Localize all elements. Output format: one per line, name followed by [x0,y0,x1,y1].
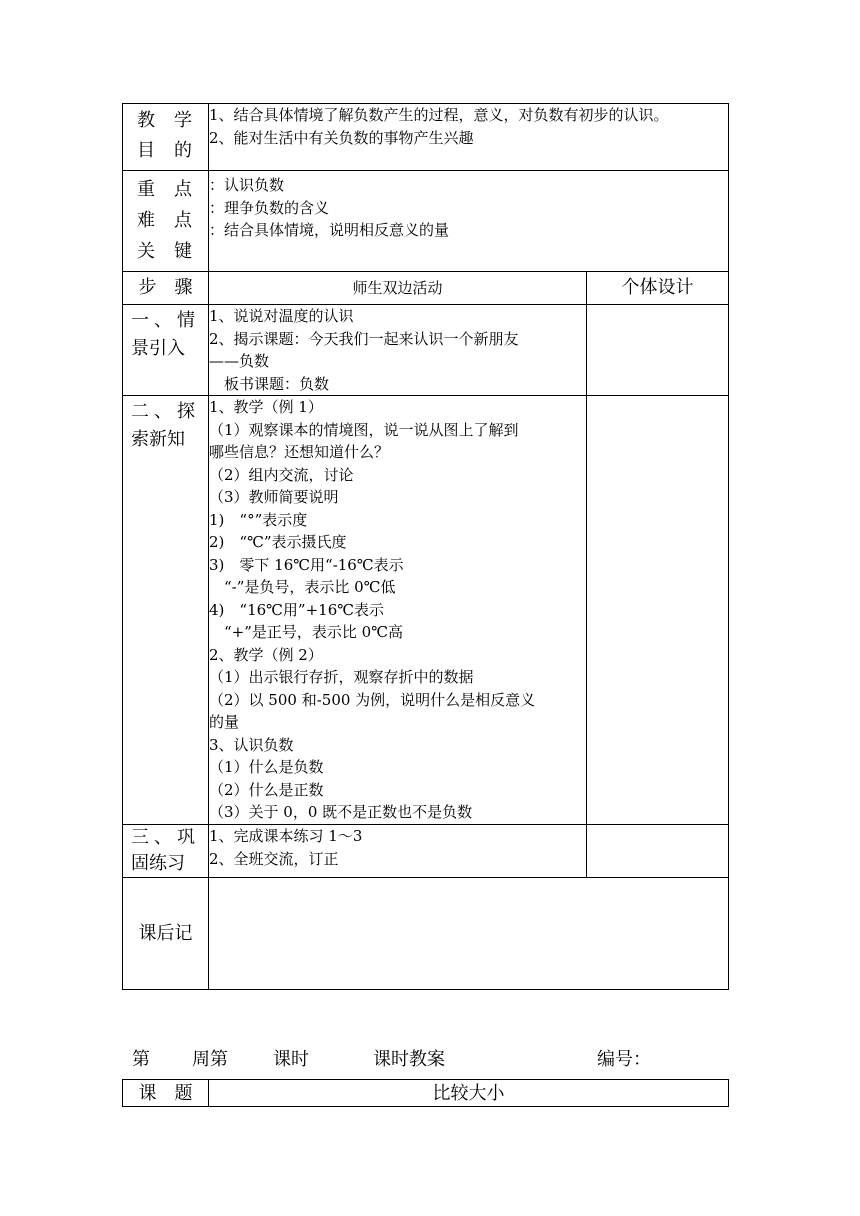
footer-plan: 课时教案 [373,1049,445,1070]
after-class-label-cell [123,878,209,990]
explore-line: 3、认识负数 [209,735,294,754]
design-header-text: 个体设计 [621,277,694,298]
goal-label-cell [123,104,209,171]
goal-line: 2、能对生活中有关负数的事物产生兴趣 [209,128,474,147]
explore-line: （3）关于 0，0 既不是正数也不是负数 [209,803,473,821]
section-label-line: 景引入 [131,338,185,359]
intro-line: ——负数 [209,352,270,370]
intro-line: 2、揭示课题：今天我们一起来认识一个新朋友 [209,329,519,348]
footer-di: 第 [132,1049,150,1070]
explore-line: （2）什么是正数 [209,780,324,799]
lesson-plan-table [122,103,729,990]
section-explore-content [209,396,587,825]
intro-line: 1、说说对温度的认识 [209,307,354,325]
section-label-line: 固练习 [131,853,185,874]
key-label-char: 难 [137,210,155,231]
key-label-char: 关 [137,241,155,262]
section-label-cell [123,396,209,825]
after-class-label: 课后记 [138,922,193,944]
goal-label-char: 学 [174,110,192,131]
topic-label: 课 题 [138,1082,193,1104]
key-line: ：理争负数的含义 [209,198,330,217]
explore-line: 4) “16℃用”+16℃表示 [209,600,385,619]
explore-line: 哪些信息？还想知道什么？ [209,443,390,461]
explore-line: 的量 [209,713,240,731]
next-lesson-table [122,1079,729,1107]
activity-header-text: 师生双边活动 [352,278,443,297]
topic-title-cell [209,1080,729,1107]
explore-line: （1）什么是负数 [209,758,324,776]
explore-line: （2）组内交流，讨论 [209,465,354,484]
explore-line: 2、教学（例 2） [209,645,323,664]
intro-line: 板书课题：负数 [209,374,330,393]
section-label-cell [123,825,209,878]
key-content [209,171,729,272]
explore-line: 3) 零下 16℃用“-16℃表示 [209,555,404,574]
explore-line: 1、教学（例 1） [209,398,323,416]
key-label-cell [123,171,209,272]
practice-design-cell [587,825,729,878]
section-label-line: 三、巩 [131,827,200,848]
footer-week: 周第 [192,1049,228,1070]
goal-label-char: 目 [137,140,155,161]
key-label-char: 重 [137,179,155,200]
design-header [587,272,729,305]
explore-line: （2）以 500 和-500 为例，说明什么是相反意义 [209,690,536,709]
explore-line: （1）观察课本的情境图，说一说从图上了解到 [209,420,519,439]
explore-line: （1）出示银行存折，观察存折中的数据 [209,668,474,686]
topic-label-cell [123,1080,209,1107]
explore-line: （3）教师简要说明 [209,488,339,506]
explore-line: 1) “°”表示度 [209,510,308,529]
goal-content [209,104,729,171]
key-line: ：认识负数 [209,176,285,194]
explore-line: “+”是正号，表示比 0℃高 [209,623,403,641]
after-class-notes [209,878,729,990]
section-label-line: 索新知 [131,429,185,450]
goal-label-char: 教 [137,110,155,131]
key-label-char: 键 [174,241,192,262]
topic-title: 比较大小 [432,1082,505,1104]
section-label-line: 一、情 [131,310,200,331]
key-label-char: 点 [174,179,192,200]
steps-header [123,272,209,305]
section-label-line: 二、探 [131,401,200,422]
goal-label-char: 的 [174,140,192,161]
explore-line: “-”是负号，表示比 0℃低 [209,578,396,596]
key-line: ：结合具体情境，说明相反意义的量 [209,221,450,239]
key-label-char: 点 [174,210,192,231]
goal-line: 1、结合具体情境了解负数产生的过程，意义，对负数有初步的认识。 [209,106,669,124]
section-intro-content [209,305,587,396]
section-practice-content [209,825,587,878]
practice-line: 2、全班交流，订正 [209,849,339,868]
explore-design-cell [587,396,729,825]
intro-design-cell [587,305,729,396]
practice-line: 1、完成课本练习 1～3 [209,827,363,845]
steps-header-text: 步 骤 [138,277,193,298]
explore-line: 2) “℃”表示摄氏度 [209,533,347,551]
footer-period: 课时 [273,1049,309,1070]
footer-number: 编号： [597,1049,651,1070]
section-label-cell [123,305,209,396]
activity-header [209,272,587,305]
